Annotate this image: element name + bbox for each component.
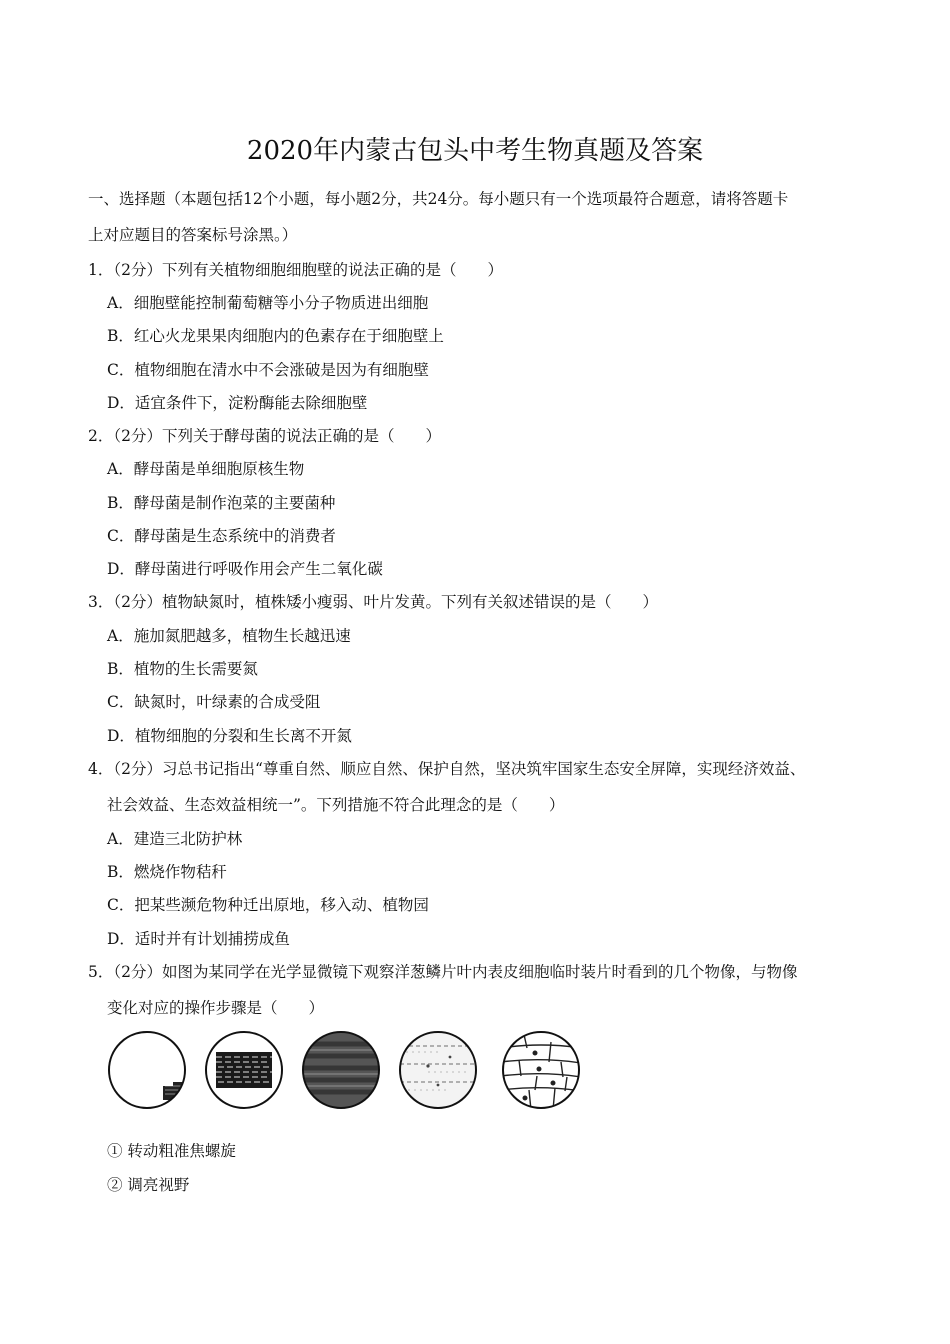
question-1-option-c: C．植物细胞在清水中不会涨破是因为有细胞壁	[107, 361, 429, 379]
question-1-option-b: B．红心火龙果果肉细胞内的色素存在于细胞壁上	[107, 327, 444, 345]
question-1-option-a: A．细胞壁能控制葡萄糖等小分子物质进出细胞	[107, 294, 429, 312]
question-2-option-c: C．酵母菌是生态系统中的消费者	[107, 527, 336, 545]
question-5-stem: 5．（2分）如图为某同学在光学显微镜下观察洋葱鳞片叶内表皮细胞临时装片时看到的几个物像，与物像	[88, 963, 798, 981]
page-title: 2020年内蒙古包头中考生物真题及答案	[246, 136, 704, 166]
microscope-view-4	[398, 1030, 478, 1110]
microscope-field-images	[107, 1030, 587, 1110]
question-5-step-1: ① 转动粗准焦螺旋	[107, 1142, 236, 1160]
section-heading-line2: 上对应题目的答案标号涂黑。）	[88, 226, 298, 244]
question-3-option-b: B．植物的生长需要氮	[107, 660, 258, 678]
question-5-step-2: ② 调亮视野	[107, 1176, 190, 1194]
question-3-option-c: C．缺氮时，叶绿素的合成受阻	[107, 693, 321, 711]
microscope-view-1	[107, 1030, 187, 1110]
question-4-stem-cont: 社会效益、生态效益相统一”。下列措施不符合此理念的是（ ）	[107, 796, 565, 814]
question-4-option-c: C．把某些濒危物种迁出原地，移入动、植物园	[107, 896, 429, 914]
section-heading-line1: 一、选择题（本题包括12个小题，每小题2分，共24分。每小题只有一个选项最符合题意，请将答题卡	[88, 190, 789, 208]
microscope-view-5	[501, 1030, 581, 1110]
microscope-view-2	[204, 1030, 284, 1110]
question-3-option-d: D．植物细胞的分裂和生长离不开氮	[107, 727, 352, 745]
question-2-option-a: A．酵母菌是单细胞原核生物	[107, 460, 305, 478]
question-4-option-d: D．适时并有计划捕捞成鱼	[107, 930, 290, 948]
microscope-view-3	[301, 1030, 381, 1110]
question-2-option-d: D．酵母菌进行呼吸作用会产生二氧化碳	[107, 560, 383, 578]
question-5-stem-cont: 变化对应的操作步骤是（ ）	[107, 999, 325, 1017]
question-4-stem: 4．（2分）习总书记指出“尊重自然、顺应自然、保护自然，坚决筑牢国家生态安全屏障，实现经济效益、	[88, 760, 806, 778]
question-4-option-b: B．燃烧作物秸秆	[107, 863, 227, 881]
question-4-option-a: A．建造三北防护林	[107, 830, 243, 848]
question-3-stem: 3．（2分）植物缺氮时，植株矮小瘦弱、叶片发黄。下列有关叙述错误的是（ ）	[88, 593, 658, 611]
question-3-option-a: A．施加氮肥越多，植物生长越迅速	[107, 627, 351, 645]
question-1-stem: 1．（2分）下列有关植物细胞细胞壁的说法正确的是（ ）	[88, 261, 503, 279]
question-2-option-b: B．酵母菌是制作泡菜的主要菌种	[107, 494, 336, 512]
question-2-stem: 2．（2分）下列关于酵母菌的说法正确的是（ ）	[88, 427, 441, 445]
question-1-option-d: D．适宜条件下，淀粉酶能去除细胞壁	[107, 394, 368, 412]
